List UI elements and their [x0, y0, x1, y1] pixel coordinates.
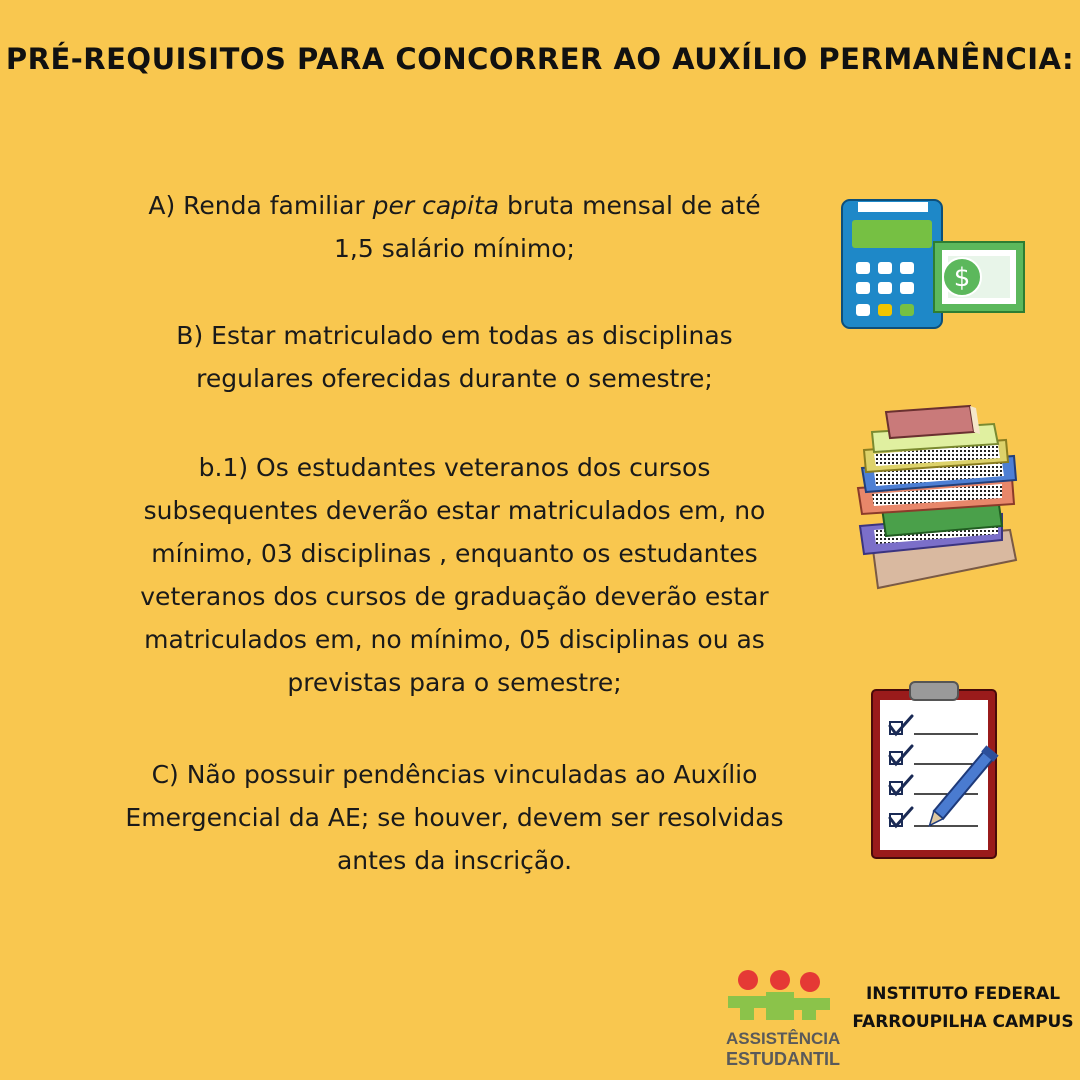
logo-figures-icon — [726, 968, 832, 1024]
institute-name — [848, 980, 1078, 1036]
requirement-b — [92, 314, 817, 400]
requirement-b1-line3: mínimo, 03 disciplinas , enquanto os estudantes — [151, 539, 758, 568]
requirement-b1-line5: matriculados em, no mínimo, 05 disciplinas ou as — [144, 625, 765, 654]
logo-text-line2: ESTUDANTIL — [726, 1049, 840, 1069]
page-title: PRÉ-REQUISITOS PARA CONCORRER AO AUXÍLIO PERMANÊNCIA: — [5, 42, 1075, 76]
book-stack-icon — [852, 402, 1024, 594]
requirement-b1-line1: b.1) Os estudantes veteranos dos cursos — [198, 453, 711, 482]
logo-text-line1: ASSISTÊNCIA — [726, 1029, 841, 1048]
per-capita-italic: per capita — [372, 191, 500, 220]
requirement-b1 — [92, 446, 817, 704]
institute-line2: FARROUPILHA CAMPUS — [852, 1012, 1074, 1032]
requirement-b-line1: B) Estar matriculado em todas as disciplinas — [176, 321, 733, 350]
requirement-b1-line4: veteranos dos cursos de graduação deverão estar — [140, 582, 769, 611]
requirement-c-line3: antes da inscrição. — [336, 846, 573, 875]
requirement-b-line2: regulares oferecidas durante o semestre; — [196, 364, 713, 393]
requirement-a — [92, 184, 817, 270]
dollar-symbol: $ — [953, 263, 971, 293]
requirement-a-line1: A) Renda familiar per capita bruta mensal de até — [148, 191, 761, 220]
requirement-b1-line2: subsequentes deverão estar matriculados em, no — [143, 496, 766, 525]
requirement-b1-line6: previstas para o semestre; — [287, 668, 622, 697]
checklist-clipboard-icon — [866, 678, 1004, 862]
institute-line1: INSTITUTO FEDERAL — [865, 984, 1061, 1004]
requirement-c-line1: C) Não possuir pendências vinculadas ao Auxílio — [151, 760, 758, 789]
assistencia-estudantil-logo — [726, 968, 841, 1076]
requirement-a-line2: 1,5 salário mínimo; — [334, 234, 575, 263]
calculator-money-icon — [840, 196, 1030, 332]
requirement-c — [92, 753, 817, 882]
requirement-c-line2: Emergencial da AE; se houver, devem ser resolvidas — [125, 803, 784, 832]
